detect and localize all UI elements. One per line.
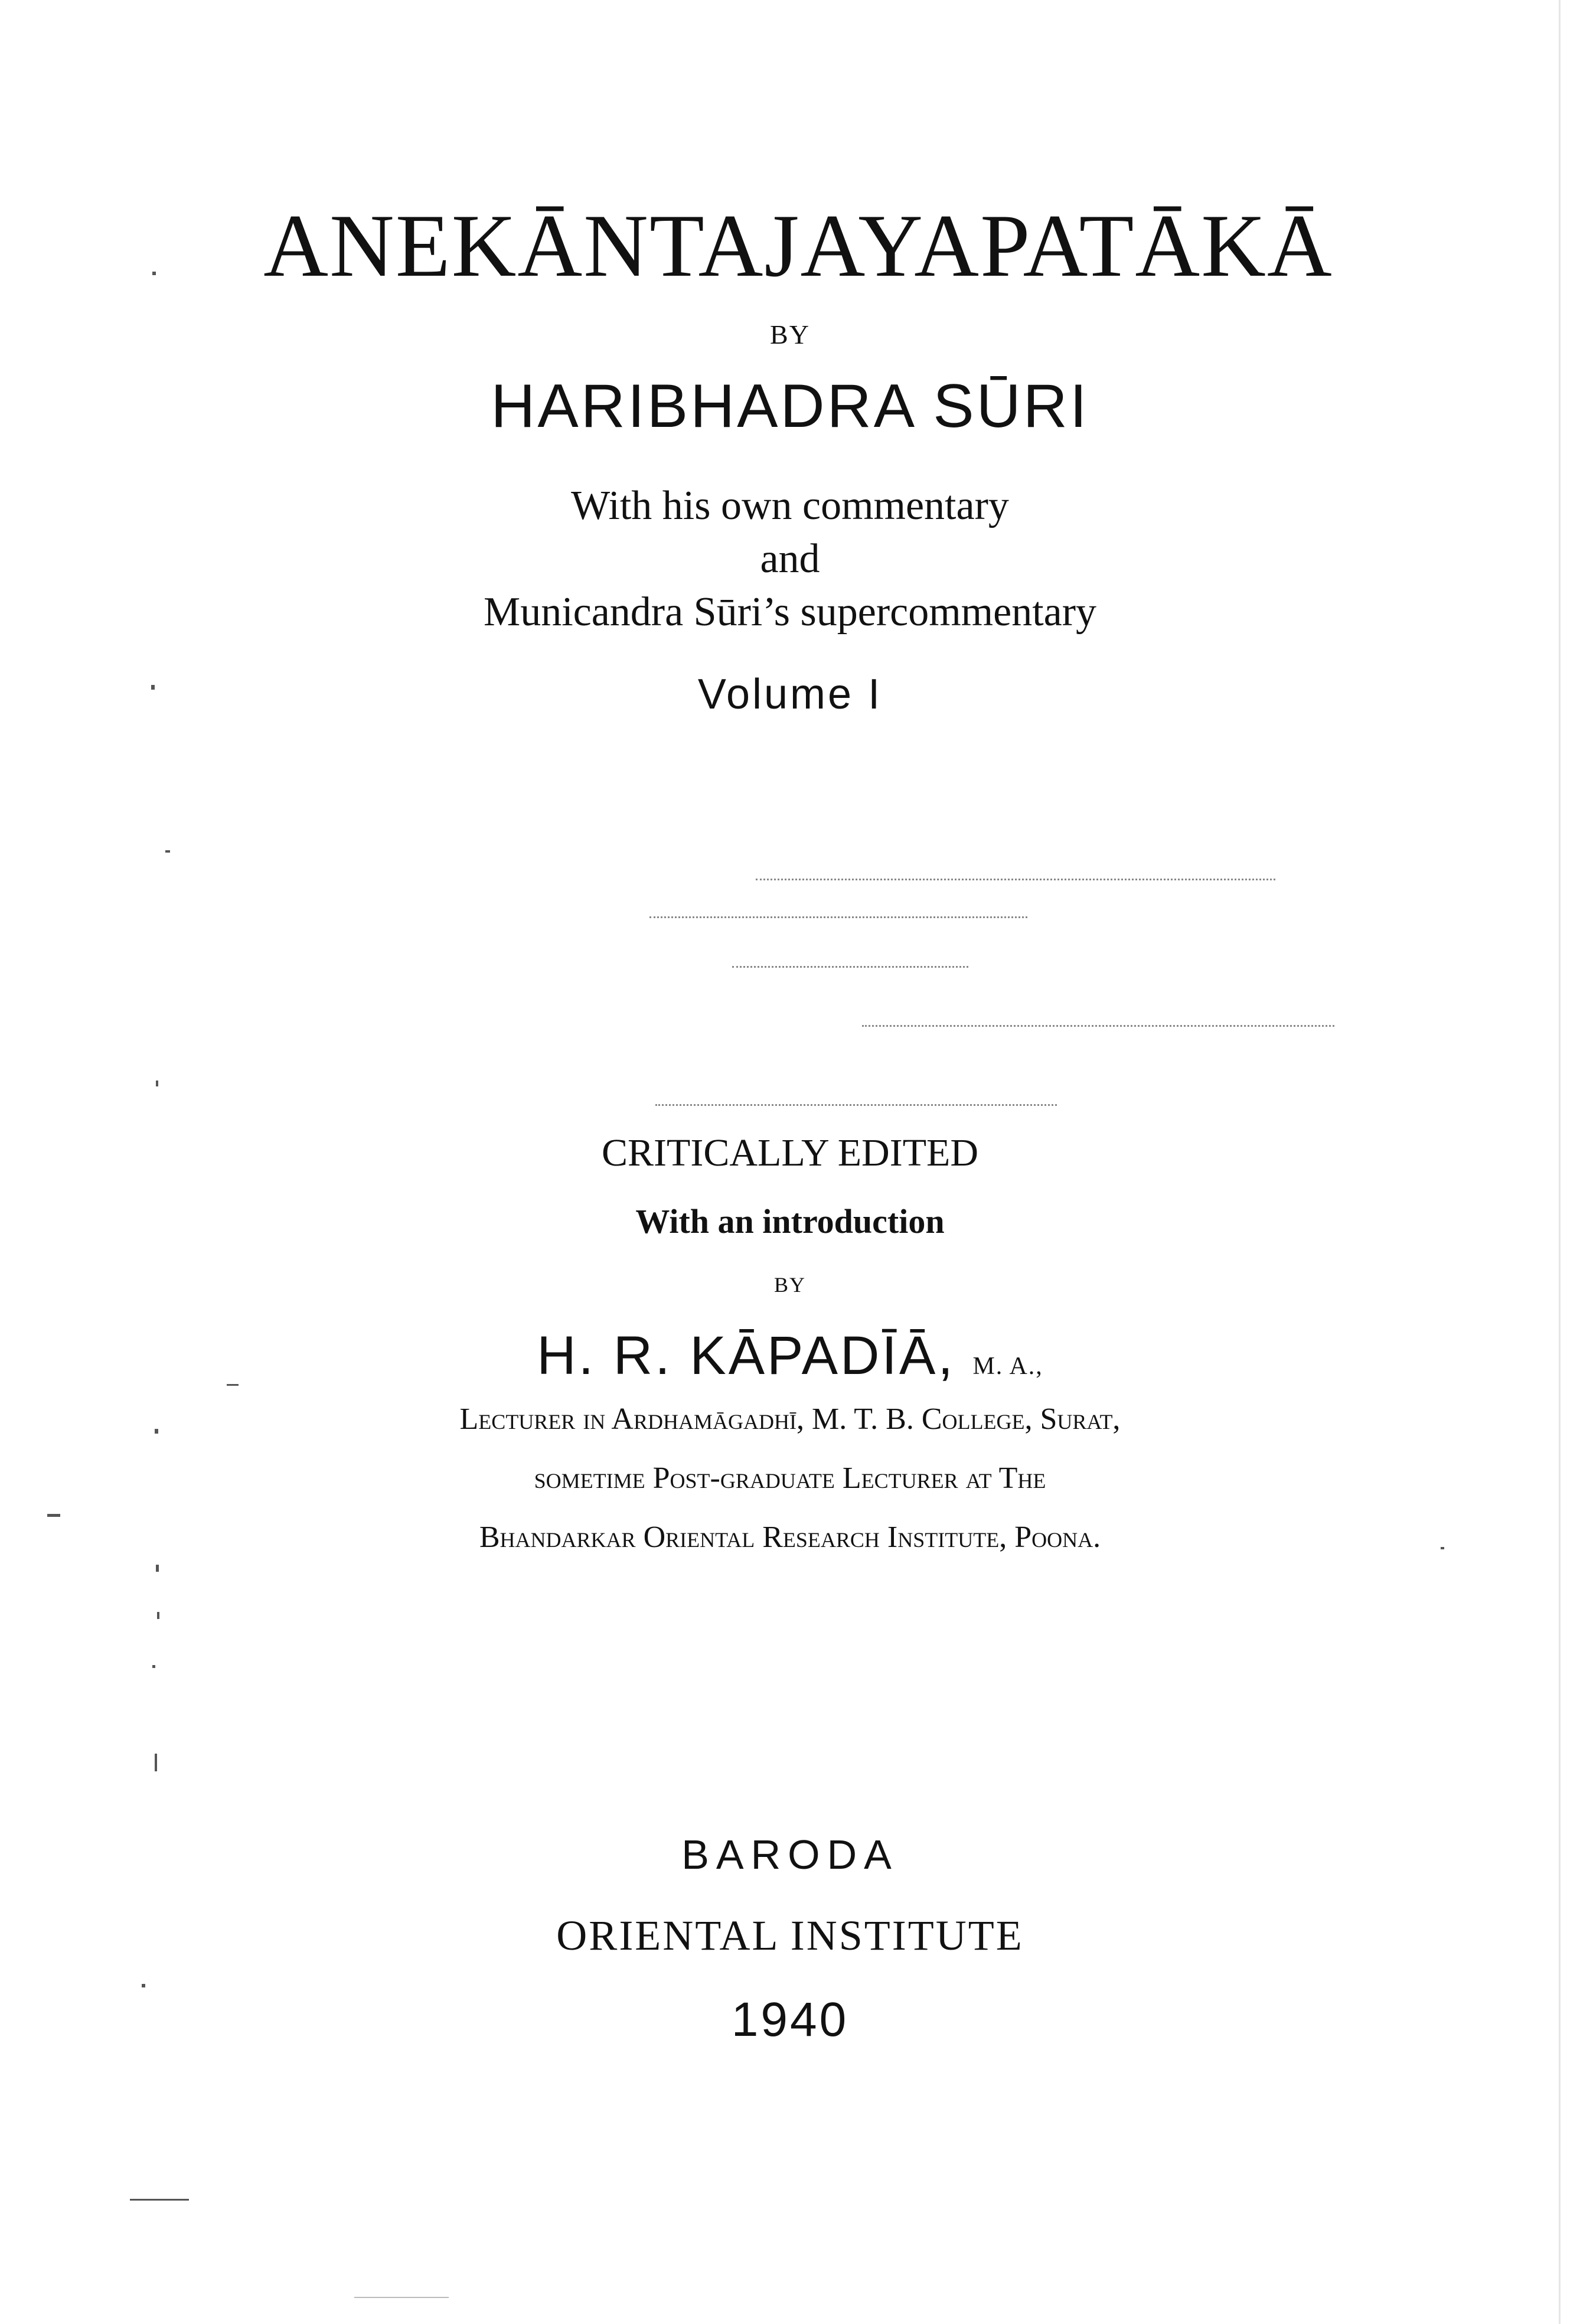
scan-speck <box>152 272 156 275</box>
subtitle-line-1: With his own commentary <box>571 483 1009 528</box>
scan-speck <box>227 1384 239 1386</box>
by-label-2: BY <box>773 1273 806 1297</box>
affiliation-line-2: sometime Post-graduate Lecturer at The <box>534 1461 1046 1495</box>
publication-year: 1940 <box>731 1993 849 2046</box>
scan-speck <box>130 2199 189 2201</box>
scan-artifact <box>862 1025 1334 1027</box>
subtitle-line-3: Municandra Sūri’s supercommentary <box>483 589 1097 635</box>
introduction-note: With an introduction <box>635 1202 945 1241</box>
scan-speck <box>155 1754 157 1771</box>
by-label: BY <box>770 319 810 350</box>
scan-speck <box>152 1665 155 1668</box>
scan-speck <box>354 2297 449 2298</box>
scan-artifact <box>756 879 1275 880</box>
scan-speck <box>1441 1547 1444 1549</box>
publication-city: BARODA <box>681 1832 899 1878</box>
scan-speck <box>156 1081 158 1086</box>
volume-label: Volume I <box>697 671 883 718</box>
page-edge <box>1559 0 1561 2324</box>
book-title: ANEKĀNTAJAYAPATĀKĀ <box>263 196 1333 295</box>
scan-artifact <box>732 966 968 968</box>
scan-artifact <box>655 1104 1057 1106</box>
scan-speck <box>155 1429 158 1434</box>
scan-speck <box>47 1514 60 1517</box>
affiliation-line-1: Lecturer in Ardhamāgadhī, M. T. B. College, Surat, <box>459 1402 1121 1436</box>
editor-degree: M. A., <box>972 1353 1043 1380</box>
scan-speck <box>151 685 155 690</box>
affiliation-line-3: Bhandarkar Oriental Research Institute, Poona. <box>479 1520 1101 1554</box>
scan-speck <box>157 1612 159 1619</box>
author-name: HARIBHADRA SŪRI <box>491 372 1089 440</box>
subtitle-line-2: and <box>760 536 820 582</box>
scan-speck <box>165 850 170 853</box>
publisher-name: ORIENTAL INSTITUTE <box>556 1912 1024 1959</box>
scan-artifact <box>649 916 1027 918</box>
scan-speck <box>156 1565 159 1572</box>
editor-line <box>0 1326 1580 1386</box>
editor-name: H. R. KĀPADĪĀ, <box>537 1326 955 1386</box>
scan-speck <box>142 1984 145 1987</box>
edition-note: CRITICALLY EDITED <box>602 1131 978 1174</box>
